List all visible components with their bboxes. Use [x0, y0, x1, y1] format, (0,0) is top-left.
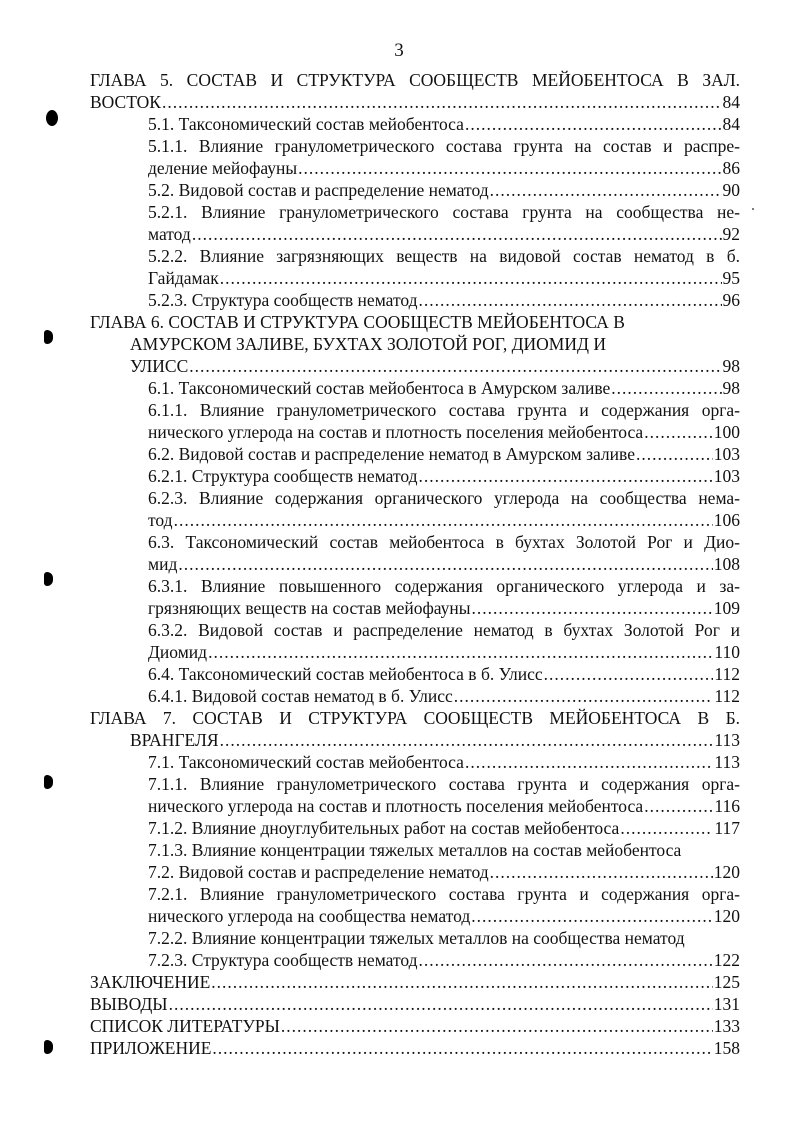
toc-entry-text: 5.2.3. Структура сообществ нематод: [148, 290, 418, 310]
punch-hole-mark: [44, 1040, 53, 1054]
dot-leader: [174, 509, 713, 531]
dot-leader: [162, 91, 722, 113]
toc-entry-6-3-2: 6.3.2. Видовой состав и распределение нематод в бухтах Золотой Рог и: [148, 620, 740, 640]
toc-entry-7-1-1: 7.1.1. Влияние гранулометрического состава грунта и содержания орга-: [148, 774, 740, 794]
toc-entry-text: 6.1. Таксономический состав мейобентоса в Амурском заливе: [148, 378, 611, 398]
dot-leader: [490, 861, 713, 883]
dot-leader: [220, 267, 722, 289]
toc-entry-6-3-cont: [148, 553, 740, 575]
toc-entry-page: 103: [713, 444, 740, 464]
toc-entry-6-2-1: [148, 465, 740, 487]
toc-entry-5-1: [148, 113, 740, 135]
toc-entry-conclusion: [90, 971, 740, 993]
toc-entry-page: 100: [713, 422, 740, 442]
dot-leader: [644, 421, 713, 443]
toc-entry-page: 116: [714, 796, 740, 816]
toc-entry-page: 84: [722, 92, 740, 112]
toc-entry-page: 86: [722, 158, 740, 178]
toc-entry-text: 6.4. Таксономический состав мейобентоса в б. Улисс: [148, 664, 543, 684]
toc-entry-7-1-2: [148, 817, 740, 839]
chapter-7-title-cont: [130, 729, 740, 751]
chapter-5-title-cont: [90, 91, 740, 113]
toc-entry-6-2-3: 6.2.3. Влияние содержания органического углерода на сообщества нема-: [148, 488, 740, 508]
toc-entry-page: 95: [722, 268, 740, 288]
toc-entry-6-2: [148, 443, 740, 465]
dot-leader: [490, 179, 722, 201]
toc-entry-page: 98: [722, 378, 740, 398]
toc-entry-6-3-1: 6.3.1. Влияние повышенного содержания органического углерода и за-: [148, 576, 740, 596]
chapter-6-title: ГЛАВА 6. СОСТАВ И СТРУКТУРА СООБЩЕСТВ МЕЙОБЕНТОСА В: [90, 312, 625, 332]
toc-entry-6-1-1-cont: [148, 421, 740, 443]
toc-entry-6-3-2-cont: [148, 641, 740, 663]
toc-entry-page: 113: [714, 752, 740, 772]
toc-entry-6-3-1-cont: [148, 597, 740, 619]
toc-entry-text: ЗАКЛЮЧЕНИЕ: [90, 972, 211, 992]
toc-entry-page: 98: [722, 356, 740, 376]
toc-entry-text: 6.4.1. Видовой состав нематод в б. Улисс: [148, 686, 453, 706]
dot-leader: [298, 157, 721, 179]
toc-entry-7-1-3: 7.1.3. Влияние концентрации тяжелых металлов на состав мейобентоса: [148, 840, 682, 860]
dot-leader: [620, 817, 713, 839]
toc-entry-text: 7.1.2. Влияние дноуглубительных работ на состав мейобентоса: [148, 818, 620, 838]
dot-leader: [212, 1037, 712, 1059]
toc-entry-7-2-3: [148, 949, 740, 971]
dot-leader: [644, 795, 713, 817]
toc-entry-5-2-2: 5.2.2. Влияние загрязняющих веществ на видовой состав нематод в б.: [148, 246, 740, 266]
dot-leader: [419, 289, 722, 311]
toc-entry-5-1-1: 5.1.1. Влияние гранулометрического состава грунта на состав и распре-: [148, 136, 740, 156]
toc-entry-text: нического углерода на состав и плотность поселения мейобентоса: [148, 796, 644, 816]
toc-entry-page: 113: [714, 730, 740, 750]
dot-leader: [211, 971, 712, 993]
chapter-7-title: ГЛАВА 7. СОСТАВ И СТРУКТУРА СООБЩЕСТВ МЕЙОБЕНТОСА В Б.: [90, 708, 740, 728]
toc-entry-6-4-1: [148, 685, 740, 707]
chapter-5-title: ГЛАВА 5. СОСТАВ И СТРУКТУРА СООБЩЕСТВ МЕЙОБЕНТОСА В ЗАЛ.: [90, 70, 740, 90]
toc-entry-6-4: [148, 663, 740, 685]
scan-speck: [752, 208, 754, 210]
toc-entry-text: матод: [148, 224, 191, 244]
toc-entry-text: ВОСТОК: [90, 92, 161, 112]
dot-leader: [611, 377, 721, 399]
toc-entry-text: Диомид: [148, 642, 208, 662]
toc-entry-text: 7.1. Таксономический состав мейобентоса: [148, 752, 464, 772]
toc-entry-text: деление мейофауны: [148, 158, 298, 178]
punch-hole-mark: [46, 110, 58, 126]
toc-entry-page: 131: [713, 994, 740, 1014]
toc-entry-5-2-2-cont: [148, 267, 740, 289]
toc-entry-page: 112: [714, 686, 740, 706]
toc-entry-page: 120: [713, 862, 740, 882]
toc-entry-page: 112: [714, 664, 740, 684]
toc-entry-7-2: [148, 861, 740, 883]
dot-leader: [419, 949, 713, 971]
toc-entry-page: 103: [713, 466, 740, 486]
toc-entry-page: 84: [722, 114, 740, 134]
punch-hole-mark: [44, 330, 53, 344]
dot-leader: [472, 597, 713, 619]
dot-leader: [192, 223, 722, 245]
toc-entry-page: 122: [713, 950, 740, 970]
toc-entry-text: 7.2.3. Структура сообществ нематод: [148, 950, 418, 970]
dot-leader: [220, 729, 714, 751]
toc-entry-7-2-2: 7.2.2. Влияние концентрации тяжелых металлов на сообщества нематод: [148, 928, 685, 948]
toc-entry-page: 133: [713, 1016, 740, 1036]
toc-entry-text: ПРИЛОЖЕНИЕ: [90, 1038, 212, 1058]
toc-entry-text: 5.2. Видовой состав и распределение нематод: [148, 180, 489, 200]
dot-leader: [208, 641, 713, 663]
toc-entry-text: УЛИСС: [130, 356, 189, 376]
toc-entry-page: 117: [714, 818, 740, 838]
toc-entry-5-2-3: [148, 289, 740, 311]
toc-entry-findings: [90, 993, 740, 1015]
punch-hole-mark: [44, 572, 53, 586]
dot-leader: [544, 663, 714, 685]
toc-entry-page: 92: [722, 224, 740, 244]
toc-entry-7-1: [148, 751, 740, 773]
toc-entry-5-1-1-cont: [148, 157, 740, 179]
toc-entry-text: 7.2. Видовой состав и распределение нематод: [148, 862, 489, 882]
toc-entry-text: нического углерода на состав и плотность поселения мейобентоса: [148, 422, 644, 442]
punch-hole-mark: [44, 775, 53, 789]
toc-entry-text: СПИСОК ЛИТЕРАТУРЫ: [90, 1016, 280, 1036]
toc-entry-text: мид: [148, 554, 178, 574]
toc-entry-text: 6.2.1. Структура сообществ нематод: [148, 466, 418, 486]
toc-entry-references: [90, 1015, 740, 1037]
toc-entry-page: 96: [722, 290, 740, 310]
toc-entry-page: 125: [713, 972, 740, 992]
toc-entry-text: 6.2. Видовой состав и распределение нематод в Амурском заливе: [148, 444, 635, 464]
toc-entry-text: тод: [148, 510, 173, 530]
toc-entry-page: 108: [713, 554, 740, 574]
dot-leader: [471, 905, 713, 927]
toc-entry-6-1: [148, 377, 740, 399]
toc-entry-page: 158: [713, 1038, 740, 1058]
toc-entry-7-1-1-cont: [148, 795, 740, 817]
dot-leader: [169, 993, 713, 1015]
dot-leader: [281, 1015, 713, 1037]
dot-leader: [465, 113, 722, 135]
toc-entry-7-2-1-cont: [148, 905, 740, 927]
toc-entry-page: 90: [722, 180, 740, 200]
toc-entry-5-2-1: 5.2.1. Влияние гранулометрического состава грунта на сообщества не-: [148, 202, 740, 222]
toc-entry-text: 5.1. Таксономический состав мейобентоса: [148, 114, 464, 134]
dot-leader: [419, 465, 713, 487]
toc-entry-text: Гайдамак: [148, 268, 219, 288]
dot-leader: [465, 751, 713, 773]
toc-entry-6-3: 6.3. Таксономический состав мейобентоса в бухтах Золотой Рог и Дио-: [148, 532, 740, 552]
toc-entry-text: грязняющих веществ на состав мейофауны: [148, 598, 471, 618]
toc-entry-5-2-1-cont: [148, 223, 740, 245]
toc-entry-text: нического углерода на сообщества нематод: [148, 906, 471, 926]
toc-entry-6-1-1: 6.1.1. Влияние гранулометрического состава грунта и содержания орга-: [148, 400, 740, 420]
chapter-6-title-cont2: [130, 355, 740, 377]
dot-leader: [189, 355, 721, 377]
chapter-6-title-cont: АМУРСКОМ ЗАЛИВЕ, БУХТАХ ЗОЛОТОЙ РОГ, ДИОМИД И: [130, 334, 606, 354]
toc-entry-page: 109: [713, 598, 740, 618]
dot-leader: [454, 685, 714, 707]
toc-entry-page: 106: [713, 510, 740, 530]
toc-entry-appendix: [90, 1037, 740, 1059]
toc-entry-text: ВЫВОДЫ: [90, 994, 168, 1014]
page-number: 3: [394, 40, 404, 61]
toc-entry-7-2-1: 7.2.1. Влияние гранулометрического состава грунта и содержания орга-: [148, 884, 740, 904]
dot-leader: [636, 443, 713, 465]
toc-entry-text: ВРАНГЕЛЯ: [130, 730, 219, 750]
toc-entry-page: 110: [714, 642, 740, 662]
toc-entry-6-2-3-cont: [148, 509, 740, 531]
toc-entry-5-2: [148, 179, 740, 201]
dot-leader: [178, 553, 712, 575]
toc-entry-page: 120: [713, 906, 740, 926]
